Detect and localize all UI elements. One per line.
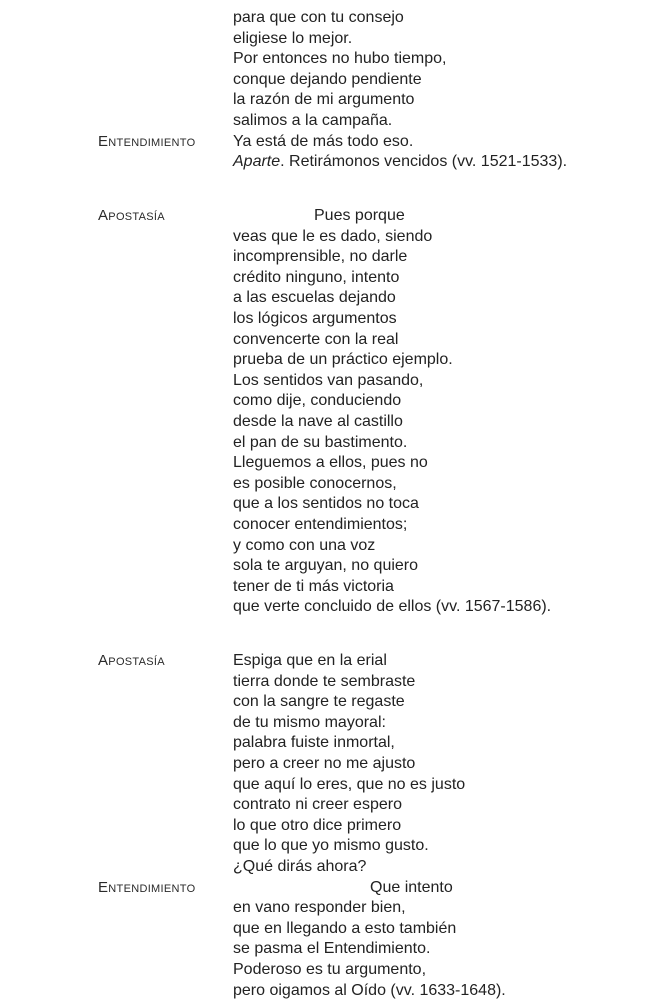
verse-line bbox=[0, 878, 649, 899]
speaker-label: Apostasía bbox=[98, 207, 165, 224]
verse-line bbox=[0, 494, 649, 515]
verse-line bbox=[0, 981, 649, 1002]
verse-text: Que intento bbox=[370, 878, 453, 896]
verse-text: Pues porque bbox=[314, 207, 405, 224]
verse-text: la razón de mi argumento bbox=[233, 91, 415, 109]
verse-line bbox=[0, 775, 649, 796]
verse-text: Espiga que en la erial bbox=[233, 652, 387, 669]
verse-text: Los sentidos van pasando, bbox=[233, 371, 424, 389]
verse-text: el pan de su bastimento. bbox=[233, 433, 408, 451]
verse-text: desde la nave al castillo bbox=[233, 412, 403, 430]
verse-line bbox=[0, 247, 649, 268]
verse-line bbox=[0, 960, 649, 981]
verse-line bbox=[0, 132, 649, 153]
verse-line bbox=[0, 816, 649, 837]
verse-line bbox=[0, 330, 649, 351]
verse-text: a las escuelas dejando bbox=[233, 289, 396, 307]
verse-line bbox=[0, 206, 649, 227]
verse-text: Lleguemos a ellos, pues no bbox=[233, 454, 428, 472]
verse-text: ¿Qué dirás ahora? bbox=[233, 857, 367, 875]
verse-text: es posible conocernos, bbox=[233, 474, 397, 492]
verse-line bbox=[0, 70, 649, 91]
verse-line bbox=[0, 111, 649, 132]
verse-line bbox=[0, 227, 649, 248]
verse-line bbox=[0, 795, 649, 816]
verse-text: que a los sentidos no toca bbox=[233, 495, 419, 513]
verse-line bbox=[0, 556, 649, 577]
speaker-label: Entendimiento bbox=[98, 132, 196, 150]
verse-text: palabra fuiste inmortal, bbox=[233, 734, 395, 752]
verse-line bbox=[0, 309, 649, 330]
verse-text: pero a creer no me ajusto bbox=[233, 754, 416, 772]
verse-line bbox=[0, 90, 649, 111]
aside-word: Aparte bbox=[233, 153, 281, 171]
verse-line bbox=[0, 919, 649, 940]
verse-line bbox=[0, 515, 649, 536]
verse-line bbox=[0, 8, 649, 29]
stage-direction bbox=[233, 152, 567, 173]
verse-text: que en llegando a esto también bbox=[233, 919, 457, 937]
verse-text: que lo que yo mismo gusto. bbox=[233, 837, 429, 855]
verse-text: sola te arguyan, no quiero bbox=[233, 557, 419, 575]
verse-text: en vano responder bien, bbox=[233, 899, 406, 917]
verse-text: incomprensible, no darle bbox=[233, 248, 408, 266]
verse-line bbox=[0, 536, 649, 557]
verse-line bbox=[0, 29, 649, 50]
verse-text: veas que le es dado, siendo bbox=[233, 227, 433, 245]
verse-line bbox=[0, 474, 649, 495]
verse-line bbox=[0, 651, 649, 672]
verse-line bbox=[0, 577, 649, 598]
verse-line bbox=[0, 453, 649, 474]
verse-line bbox=[0, 371, 649, 392]
verse-line bbox=[0, 391, 649, 412]
verse-line bbox=[0, 692, 649, 713]
verse-line bbox=[0, 49, 649, 70]
verse-block-3 bbox=[0, 651, 649, 1001]
verse-text: salimos a la campaña. bbox=[233, 111, 393, 129]
verse-text: como dije, conduciendo bbox=[233, 392, 402, 410]
stage-direction-line bbox=[0, 152, 649, 173]
verse-text: prueba de un práctico ejemplo. bbox=[233, 351, 453, 369]
verse-text: convencerte con la real bbox=[233, 330, 399, 348]
verse-text: que aquí lo eres, que no es justo bbox=[233, 775, 466, 793]
verse-text: que verte concluido de ellos (vv. 1567-1586). bbox=[233, 598, 552, 616]
verse-line bbox=[0, 939, 649, 960]
verse-line bbox=[0, 288, 649, 309]
verse-text: se pasma el Entendimiento. bbox=[233, 940, 431, 958]
verse-text: eligiese lo mejor. bbox=[233, 29, 353, 47]
verse-text: tierra donde te sembraste bbox=[233, 672, 416, 690]
verse-text: Por entonces no hubo tiempo, bbox=[233, 50, 447, 68]
speaker-label: Entendimiento bbox=[98, 878, 196, 896]
verse-text: y como con una voz bbox=[233, 536, 376, 554]
verse-line bbox=[0, 672, 649, 693]
verse-text: Ya está de más todo eso. bbox=[233, 132, 414, 150]
verse-block-1 bbox=[0, 8, 649, 173]
verse-line bbox=[0, 597, 649, 618]
verse-line bbox=[0, 733, 649, 754]
verse-line bbox=[0, 412, 649, 433]
verse-text: crédito ninguno, intento bbox=[233, 268, 400, 286]
verse-block-2 bbox=[0, 206, 649, 618]
verse-text: con la sangre te regaste bbox=[233, 693, 405, 711]
verse-text: Poderoso es tu argumento, bbox=[233, 960, 427, 978]
verse-line bbox=[0, 857, 649, 878]
verse-text: para que con tu consejo bbox=[233, 9, 404, 26]
verse-line bbox=[0, 898, 649, 919]
verse-line bbox=[0, 350, 649, 371]
verse-text: contrato ni creer espero bbox=[233, 796, 402, 814]
verse-text: pero oigamos al Oído (vv. 1633-1648). bbox=[233, 981, 506, 999]
verse-text: de tu mismo mayoral: bbox=[233, 713, 386, 731]
verse-line bbox=[0, 754, 649, 775]
verse-line bbox=[0, 268, 649, 289]
verse-text: los lógicos argumentos bbox=[233, 309, 397, 327]
verse-line bbox=[0, 836, 649, 857]
verse-text: tener de ti más victoria bbox=[233, 577, 394, 595]
verse-line bbox=[0, 433, 649, 454]
citation-text: . Retirámonos vencidos (vv. 1521-1533). bbox=[280, 153, 568, 171]
verse-text: conque dejando pendiente bbox=[233, 70, 422, 88]
verse-line bbox=[0, 713, 649, 734]
verse-text: conocer entendimientos; bbox=[233, 515, 408, 533]
verse-text: lo que otro dice primero bbox=[233, 816, 402, 834]
speaker-label: Apostasía bbox=[98, 652, 165, 669]
